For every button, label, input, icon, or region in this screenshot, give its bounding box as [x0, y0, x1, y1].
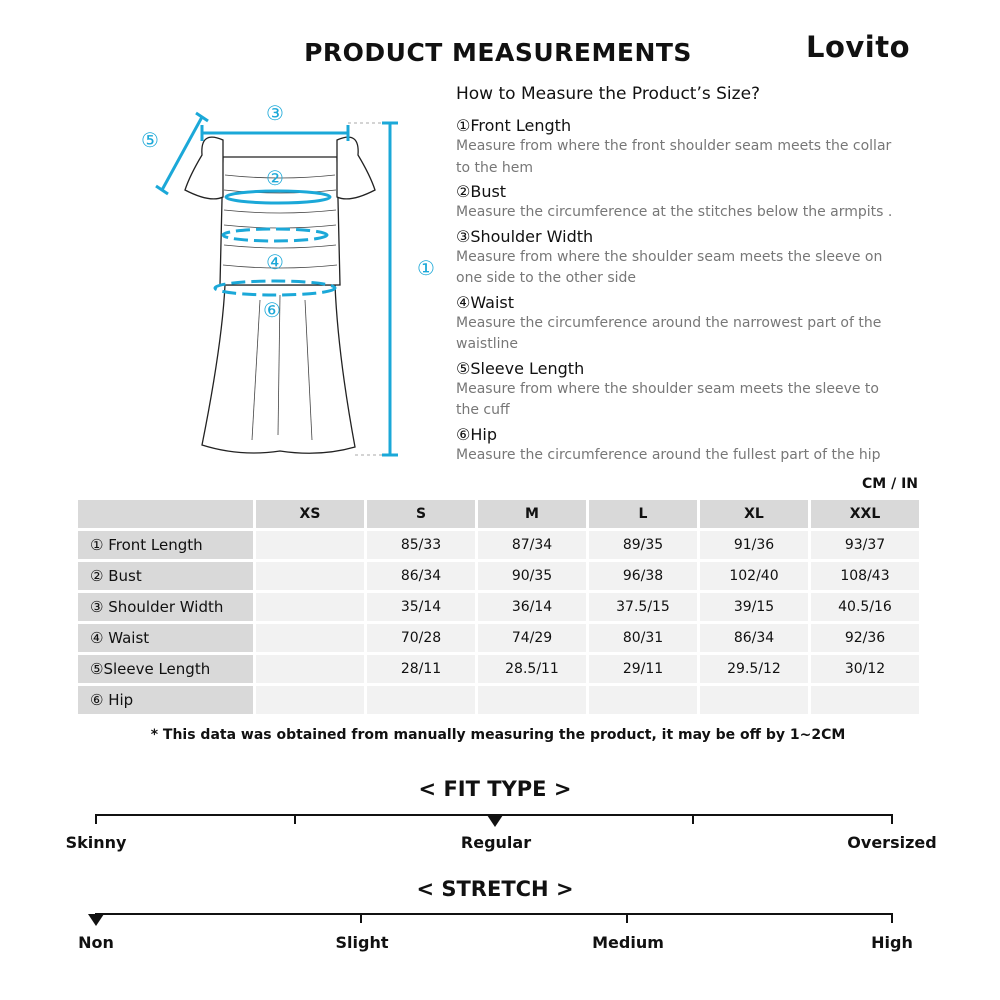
- definition-desc: Measure from where the front shoulder seam meets the collar to the hem: [456, 138, 892, 176]
- table-cell: 108/43: [811, 562, 922, 593]
- unit-label: CM / IN: [862, 476, 918, 492]
- size-header-s: S: [367, 500, 478, 531]
- row-label: ⑤Sleeve Length: [78, 655, 256, 686]
- definition-sleeve-length: [456, 358, 896, 422]
- row-label: ④ Waist: [78, 624, 256, 655]
- marker-sleeve-length: ⑤: [141, 128, 159, 152]
- table-cell: 29.5/12: [700, 655, 811, 686]
- stretch-title: < STRETCH >: [416, 877, 574, 901]
- table-corner: [78, 500, 256, 531]
- fit-type-title: < FIT TYPE >: [418, 777, 572, 801]
- table-row: [78, 624, 922, 655]
- table-cell: 85/33: [367, 531, 478, 562]
- size-header-xl: XL: [700, 500, 811, 531]
- table-cell: 28.5/11: [478, 655, 589, 686]
- definition-bust: [456, 181, 896, 224]
- table-row: [78, 562, 922, 593]
- table-cell: [256, 655, 367, 686]
- row-label: ① Front Length: [78, 531, 256, 562]
- stretch-tick: [360, 913, 362, 923]
- measurement-definitions: [456, 115, 896, 468]
- row-label: ② Bust: [78, 562, 256, 593]
- table-cell: [256, 531, 367, 562]
- fit-label-skinny: Skinny: [65, 833, 127, 852]
- definition-desc: Measure the circumference around the fullest part of the hip: [456, 446, 881, 463]
- table-cell: 102/40: [700, 562, 811, 593]
- fit-tick: [891, 814, 893, 824]
- table-cell: 90/35: [478, 562, 589, 593]
- marker-hip: ⑥: [263, 298, 281, 322]
- stretch-tick: [626, 913, 628, 923]
- definition-desc: Measure the circumference at the stitches below the armpits .: [456, 204, 893, 220]
- table-cell: 80/31: [589, 624, 700, 655]
- table-cell: 91/36: [700, 531, 811, 562]
- table-row: [78, 531, 922, 562]
- table-cell: 74/29: [478, 624, 589, 655]
- table-cell: 96/38: [589, 562, 700, 593]
- definition-hip: [456, 424, 896, 467]
- stretch-label-non: Non: [78, 933, 114, 952]
- definition-shoulder-width: [456, 226, 896, 290]
- table-cell: 28/11: [367, 655, 478, 686]
- dress-diagram: [120, 95, 440, 465]
- size-header-m: M: [478, 500, 589, 531]
- size-header-l: L: [589, 500, 700, 531]
- definition-title: ⑥Hip: [456, 424, 497, 444]
- marker-shoulder-width: ③: [266, 101, 284, 125]
- guide-heading: How to Measure the Product’s Size?: [456, 84, 761, 104]
- definition-front-length: [456, 115, 896, 179]
- table-cell: 92/36: [811, 624, 922, 655]
- definition-desc: Measure from where the shoulder seam meets the sleeve on one side to the other side: [456, 248, 883, 286]
- fit-tick: [692, 814, 694, 824]
- table-cell: [256, 686, 367, 717]
- table-cell: 39/15: [700, 593, 811, 624]
- size-header-row: [78, 500, 922, 531]
- definition-title: ⑤Sleeve Length: [456, 358, 585, 378]
- marker-bust: ②: [266, 166, 284, 190]
- table-cell: [367, 686, 478, 717]
- stretch-tick: [891, 913, 893, 923]
- table-cell: [478, 686, 589, 717]
- table-cell: [256, 624, 367, 655]
- table-cell: [811, 686, 922, 717]
- brand-logo: Lovito: [806, 30, 911, 64]
- size-table: [78, 500, 922, 717]
- definition-title: ①Front Length: [456, 116, 572, 135]
- table-cell: 89/35: [589, 531, 700, 562]
- table-cell: 36/14: [478, 593, 589, 624]
- definition-title: ③Shoulder Width: [456, 226, 594, 246]
- table-cell: [700, 686, 811, 717]
- table-cell: 29/11: [589, 655, 700, 686]
- marker-waist: ④: [266, 250, 284, 274]
- table-cell: 93/37: [811, 531, 922, 562]
- stretch-selected-marker-icon: [88, 914, 104, 926]
- table-cell: 86/34: [367, 562, 478, 593]
- definition-title: ②Bust: [456, 182, 507, 201]
- size-header-xs: XS: [256, 500, 367, 531]
- row-label: ⑥ Hip: [78, 686, 256, 717]
- table-row: [78, 655, 922, 686]
- definition-desc: Measure from where the shoulder seam meets the sleeve to the cuff: [456, 380, 879, 418]
- definition-title: ④Waist: [456, 292, 514, 312]
- measurement-note: * This data was obtained from manually measuring the product, it may be off by 1~2CM: [150, 727, 846, 743]
- table-cell: 87/34: [478, 531, 589, 562]
- stretch-label-high: High: [871, 933, 913, 952]
- table-cell: 40.5/16: [811, 593, 922, 624]
- table-cell: 86/34: [700, 624, 811, 655]
- stretch-label-medium: Medium: [592, 933, 664, 952]
- table-cell: [256, 593, 367, 624]
- fit-tick: [294, 814, 296, 824]
- stretch-label-slight: Slight: [335, 933, 389, 952]
- definition-waist: [456, 292, 896, 356]
- definition-desc: Measure the circumference around the narrowest part of the waistline: [456, 314, 882, 352]
- table-row: [78, 686, 922, 717]
- table-cell: [256, 562, 367, 593]
- fit-label-regular: Regular: [460, 833, 532, 852]
- table-cell: 30/12: [811, 655, 922, 686]
- page-title: PRODUCT MEASUREMENTS: [304, 38, 692, 67]
- marker-front-length: ①: [417, 256, 435, 280]
- fit-tick: [95, 814, 97, 824]
- table-cell: [589, 686, 700, 717]
- size-header-xxl: XXL: [811, 500, 922, 531]
- row-label: ③ Shoulder Width: [78, 593, 256, 624]
- stretch-scale-line: [95, 913, 893, 915]
- table-row: [78, 593, 922, 624]
- table-cell: 37.5/15: [589, 593, 700, 624]
- table-cell: 70/28: [367, 624, 478, 655]
- fit-label-oversized: Oversized: [847, 833, 937, 852]
- fit-selected-marker-icon: [487, 815, 503, 827]
- table-cell: 35/14: [367, 593, 478, 624]
